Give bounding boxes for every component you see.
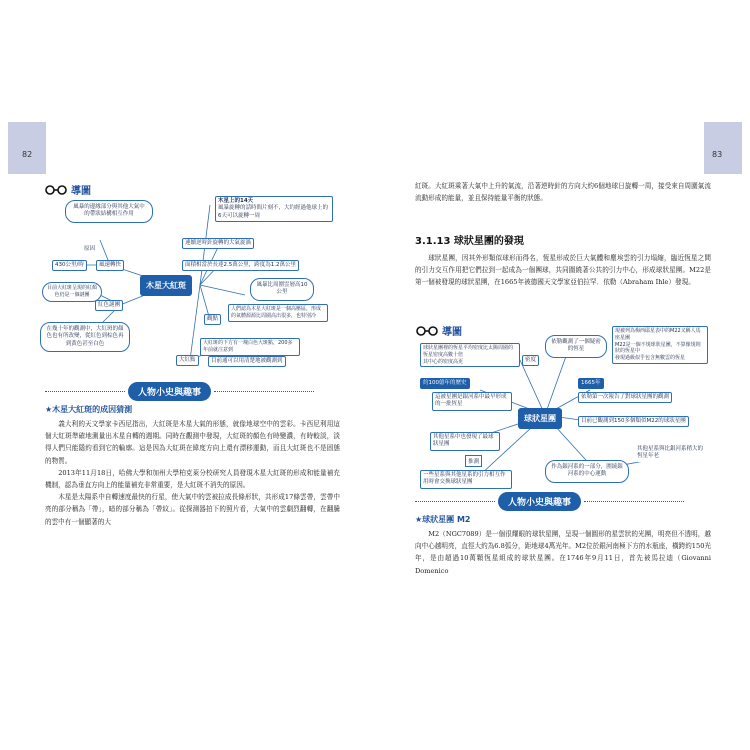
right-density-desc — [420, 343, 520, 367]
right-pull-node: 一些星系與其他星系的引力相互作用時會交換球狀星團 — [420, 470, 512, 489]
left-cloud-interaction: 風暴的邊緣部分與其他大氣中的帶狀結構相互作用 — [65, 200, 153, 223]
right-1665-label: 1665年 — [578, 378, 604, 389]
right-banner-dots-right — [584, 501, 684, 502]
left-cloud-mystery: 目前大紅斑呈現的紅顏色仍是一個謎團 — [42, 282, 102, 302]
right-age-label: 約100億年的歷史 — [420, 378, 470, 389]
right-age-body: 這被星團是銀河系中最早形成的一批恆星 — [432, 392, 512, 411]
right-1665-body: 依勒第一次報告了對球狀星團的觀測 — [578, 392, 672, 403]
right-150-node: 目前已觀測到150多個類似M22的球狀星團 — [578, 416, 689, 427]
right-section-banner — [415, 492, 684, 511]
right-density-label: 密度 — [522, 355, 539, 366]
left-observation-label: 觀點 — [204, 314, 221, 325]
left-rotation-title: 木星上的14天 — [218, 198, 254, 204]
right-m22-info-2: M22是一個不規球狀星團，不算像規則狀的恆星中 — [615, 341, 701, 355]
left-guide-label: 導圖 — [71, 186, 91, 197]
right-m22-info-3: 發現過級似乎包含無數雲的恆星 — [615, 355, 686, 361]
right-banner-dots-left — [415, 501, 495, 502]
left-paragraph-2: 2013年11月18日，哈佛大學和加州大學柏克萊分校研究人員發現木星大紅斑的形成和能量補充機制，認為垂直方向上的能量補充非常重要，是大紅斑不消失的原因。 — [45, 468, 340, 490]
right-section-title: 3.1.13 球狀星團的發現 — [415, 236, 524, 247]
left-speed-label: 風速轉快 — [96, 260, 124, 271]
left-cloud-height: 風暴比周圍雲層高10公里 — [250, 278, 314, 301]
right-comp-node: 其他星系與比銀河系稍大的恆星年老 — [635, 445, 707, 462]
left-banner-pill: 人物小史與趣事 — [128, 382, 211, 401]
right-cloud-part: 作為銀河系的一部分，圍繞銀河系的中心運動 — [545, 460, 629, 483]
left-rotation-body: 風暴旋轉的話時間片刻不，大約經過他球上的6天可以旋轉一周 — [218, 205, 329, 219]
right-center-node: 球狀星團 — [518, 408, 562, 429]
left-center-node: 木星大紅斑 — [140, 275, 192, 296]
left-subhead: ★木星大紅斑的成因猜測 — [45, 405, 133, 414]
right-paragraph-1: M2（NGC7089）是一個很耀眼的球狀星團，呈現一個圓形的星雲狀的光團，明亮但不透明，越向中心越明亮，直徑大約為6.8弧分，距地球4萬光年。M2位於銀河南極下方的水瓶座，橫跨約150光年，是由超過10萬顆恆星組成的球狀星團。在1746年9月11日，首先被馬拉迪（Giovanni Domenico — [415, 530, 711, 575]
right-infer-label: 推測 — [465, 455, 482, 467]
right-intro-paragraph: 紅斑。大紅斑乘著大氣中上升的氣流，沿著逆時針的方向大約6個地球日旋轉一周，接受來自周圍氣流流動形成的能量，並且保持能量平衡的狀態。 — [415, 182, 711, 203]
right-density-desc-2: 其中心的密度高更 — [423, 358, 464, 365]
right-body-text — [415, 528, 711, 577]
right-page-number: 83 — [712, 150, 723, 159]
left-red-mystery-node: 紅色謎團 — [95, 300, 123, 311]
right-m22-info — [612, 326, 708, 364]
left-big-red-label: 大紅點 — [176, 355, 199, 366]
right-banner-pill: 人物小史與趣事 — [498, 492, 581, 511]
left-history-node: 大紅斑的下方有一塊白色大斑點，200多年前就注意到 — [200, 338, 300, 356]
left-cloud-color-change: 在幾十年的觀測中，大紅斑的顏色也有所改變，從紅色到棕色再到黃色甚至白色 — [40, 322, 130, 352]
right-m22-info-1: 現被列為梅西耶星表中的M22又稱人馬座星團 — [615, 328, 701, 341]
right-guide-label: 導圖 — [442, 327, 462, 338]
left-history-node-2: 目前通可以用清楚地被觀測到 — [208, 356, 286, 367]
left-page-number: 82 — [22, 150, 33, 159]
left-speed-node: 430公里/時 — [52, 260, 87, 271]
right-cloud-ihle: 依勒觀測了一個疑密的恆星 — [545, 335, 607, 358]
left-size-node: 面積相當於長達2.5萬公里，跨度為1.2萬公里 — [182, 260, 299, 271]
left-paragraph-3: 木星是太陽系中自轉速度最快的行星，使大氣中的雲被拉成長條形狀，共形成17條雲帶，雲帶中亮的部分稱為「帶」，暗的部分稱為「帶紋」。從探測器拍下的照片看，大氣中的雲劇烈翻轉，在翻騰的雲中有一個顯著的大 — [45, 493, 340, 526]
right-section-paragraph: 球狀星團，因其外形類似球形而得名，恆星形成於巨大氣體和塵埃雲的引力塌縮，臨近恆星之間的引力交互作用把它們拉到一起成為一個團球，共同圍繞著公共的引力中心，形成球狀星團。M22是第一個被發現的球狀星團，在1665年被德國天文學家亞伯拉罕．依勒（Abraham Ihle）發現。 — [415, 254, 711, 287]
left-continuous-node: 連續逆時針旋轉的大氣旋渦 — [182, 238, 254, 249]
right-other-galaxies: 其他星系中也發現了最球狀星團 — [430, 432, 500, 451]
left-observation-body: 人們認為木星大紅斑是一個高壓區，形成的氣體源源比周圍高出很多，也特別冷 — [228, 304, 328, 322]
left-paragraph-1: 義大利的天文學家卡西尼指出，大紅斑是木星大氣的形態，就像地球空中的雲彩。卡西尼利用這個大紅斑準確地測量出木星自轉的週期。同時在觀測中發現，大紅斑的顏色有時變濃，有時較淡，淡得人們只能隱約看到它的輪廓。這是因為大紅斑在緯度方向上還有漂移運動，而且大紅斑也不是固態的物質。 — [45, 420, 340, 465]
right-density-desc-1: 球狀星團裡的恆星平均密度比太陽周圍的恆星密度高數十倍 — [423, 345, 514, 358]
right-subhead: ★球狀星團 M2 — [415, 515, 471, 524]
left-cause-label: 原因 — [82, 243, 97, 253]
